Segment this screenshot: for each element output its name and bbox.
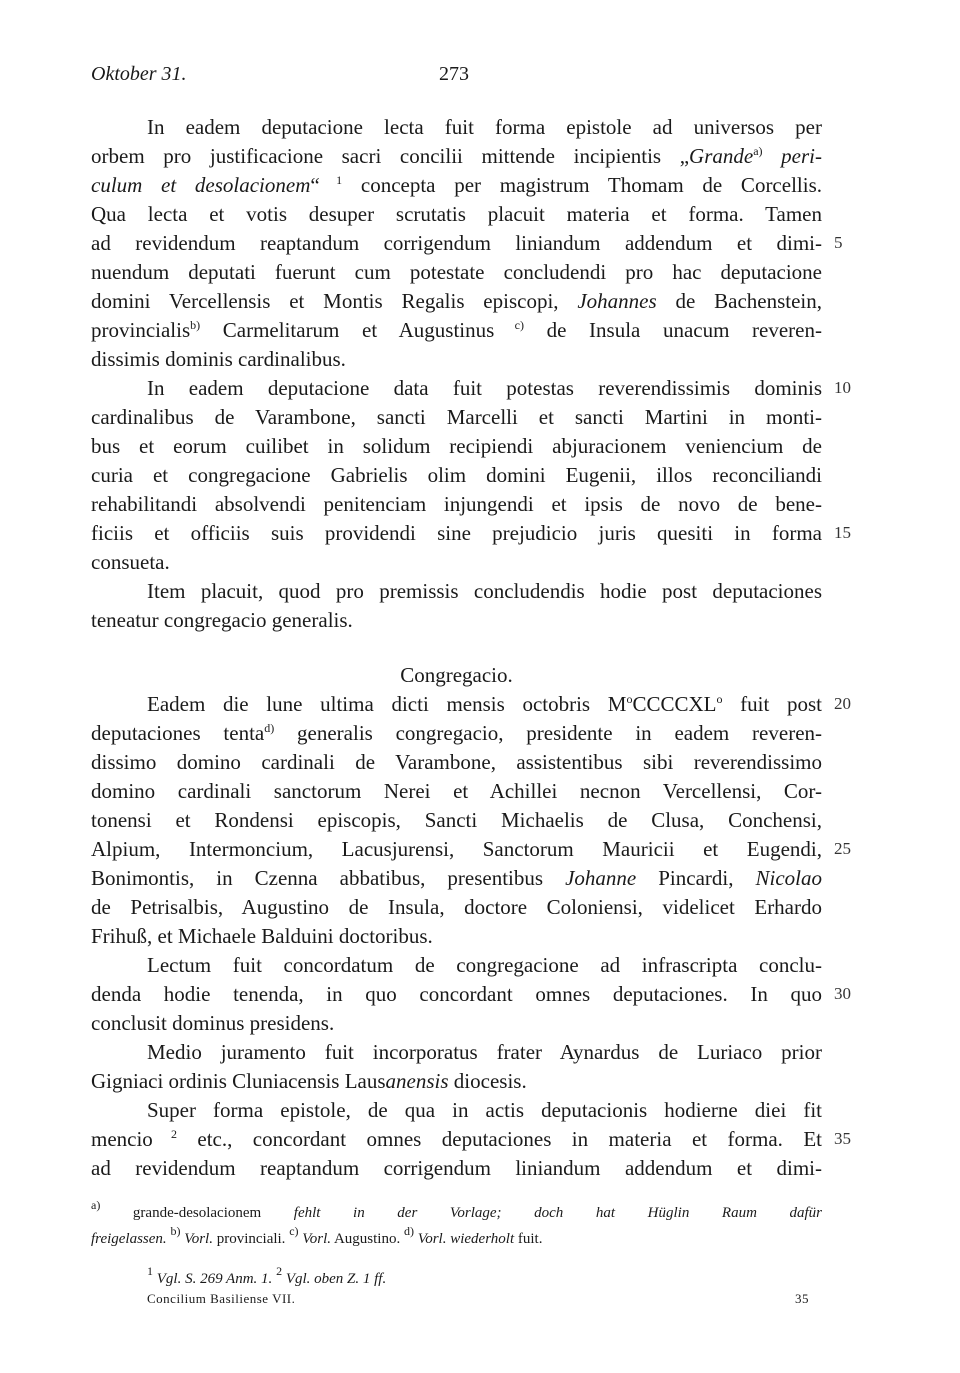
line-number: 5 <box>834 233 843 252</box>
text-run: “ <box>310 173 320 197</box>
note-marker: c) <box>289 1224 299 1238</box>
text-run: fehlt in der Vorlage; doch hat Hüglin Raum dafür <box>293 1205 822 1221</box>
text-line <box>91 347 822 371</box>
text-line <box>91 231 822 255</box>
note-marker: a) <box>753 144 763 158</box>
text-run: etc., concordant omnes deputaciones in materia et forma. Et <box>176 1127 822 1151</box>
text-run: domini Vercellensis et Montis Regalis episcopi, <box>91 289 578 313</box>
text-run: anensis <box>385 1069 449 1093</box>
note-marker: o <box>626 692 633 706</box>
text-run: Lectum fuit concordatum de congregacione ad infrascripta conclu- <box>147 953 822 977</box>
text-line <box>91 1069 822 1093</box>
text-run: curia et congregacione Gabrielis olim domini Eugenii, illos reconciliandi <box>91 463 822 487</box>
text-run: Gigniaci ordinis Cluniacensis Laus <box>91 1069 386 1093</box>
text-line <box>91 1011 822 1035</box>
text-run: Augustino. <box>331 1231 404 1247</box>
text-line <box>91 318 822 342</box>
text-run: Congregacio. <box>400 663 513 687</box>
text-run: Bonimontis, in Czenna abbatibus, presentibus <box>91 866 566 890</box>
text-line <box>91 1127 822 1151</box>
line-number: 35 <box>834 1129 851 1148</box>
footer-volume: Concilium Basiliense VII. <box>147 1291 296 1306</box>
note-marker: 1 <box>319 173 343 187</box>
text-run: nuendum deputati fuerunt cum potestate concludendi pro hac deputacione <box>91 260 822 284</box>
note-marker: b) <box>170 1224 181 1238</box>
text-run: Vorl. <box>302 1231 332 1247</box>
text-line <box>147 953 822 977</box>
text-run: Frihuß, et Michaele Balduini doctoribus. <box>91 924 433 948</box>
text-run: deputaciones tenta <box>91 721 265 745</box>
text-line <box>91 202 822 226</box>
text-run: dissimo domino cardinali de Varambone, assistentibus sibi reverendissimo <box>91 750 822 774</box>
text-line <box>91 750 822 774</box>
text-run: In eadem deputacione lecta fuit forma epistole ad universos per <box>147 115 822 139</box>
text-run: ad revidendum reaptandum corrigendum liniandum addendum et dimi- <box>91 1156 822 1180</box>
footnote-line <box>91 1198 822 1224</box>
footnote-line <box>91 1224 822 1250</box>
text-run: grande-desolacionem <box>100 1205 294 1221</box>
text-run: Johanne <box>565 866 637 890</box>
text-line <box>91 779 822 803</box>
note-marker: 1 <box>147 1264 153 1278</box>
text-run: consueta. <box>91 550 170 574</box>
text-line <box>91 260 822 284</box>
note-marker: a) <box>91 1198 101 1212</box>
text-line <box>91 837 822 861</box>
text-run: conclusit dominus presidens. <box>91 1011 335 1035</box>
text-run: ad revidendum reaptandum corrigendum liniandum addendum et dimi- <box>91 231 822 255</box>
text-line <box>147 579 822 603</box>
text-line <box>91 289 822 313</box>
text-line <box>147 692 822 716</box>
text-line <box>91 405 822 429</box>
text-line <box>91 924 822 948</box>
text-run: cardinalibus de Varambone, sancti Marcelli et sancti Martini in monti- <box>91 405 822 429</box>
text-run: teneatur congregacio generalis. <box>91 608 353 632</box>
text-run: tonensi et Rondensi episcopis, Sancti Michaelis de Clusa, Conchensi, <box>91 808 822 832</box>
text-line <box>91 608 822 632</box>
text-line <box>91 521 822 545</box>
text-run: Carmelitarum et Augustinus <box>200 318 495 342</box>
text-line <box>91 982 822 1006</box>
text-line <box>147 1098 822 1122</box>
note-marker: d) <box>403 1224 414 1238</box>
line-number: 20 <box>834 694 851 713</box>
text-run: mencio <box>91 1127 153 1151</box>
text-run: concepta per magistrum Thomam de Corcellis. <box>342 173 823 197</box>
footer-signature: 35 <box>795 1291 809 1306</box>
note-marker: o <box>716 692 723 706</box>
text-line <box>147 115 822 139</box>
text-line <box>91 721 822 745</box>
text-run: orbem pro justificacione sacri concilii mittende incipientis „ <box>91 144 690 168</box>
text-run: Johannes <box>577 289 657 313</box>
text-run: peri- <box>762 144 822 168</box>
text-run: Vgl. oben Z. 1 ff. <box>285 1271 387 1287</box>
line-number: 10 <box>834 378 851 397</box>
text-run: Vorl. wiederholt <box>417 1231 515 1247</box>
text-run: provinciali. <box>212 1231 290 1247</box>
text-line <box>91 895 822 919</box>
text-run: diocesis. <box>448 1069 527 1093</box>
text-run: rehabilitandi absolvendi penitenciam injungendi et ipsis de novo de bene- <box>91 492 822 516</box>
text-line <box>147 376 822 400</box>
text-line <box>91 173 822 197</box>
text-run: Medio juramento fuit incorporatus frater Aynardus de Luriaco prior <box>147 1040 822 1064</box>
footnote-line <box>147 1264 822 1290</box>
note-marker: b) <box>190 318 201 332</box>
text-run: domino cardinali sanctorum Nerei et Achillei necnon Vercellensi, Cor- <box>91 779 822 803</box>
line-number: 25 <box>834 839 851 858</box>
note-marker: c) <box>494 318 524 332</box>
text-run: fuit post <box>722 692 822 716</box>
note-marker: d) <box>264 721 275 735</box>
text-line <box>91 463 822 487</box>
text-line <box>91 663 822 687</box>
text-run: de Bachenstein, <box>656 289 822 313</box>
text-line <box>91 866 822 890</box>
text-run: Pincardi, <box>636 866 756 890</box>
text-run: CCCCXL <box>632 692 717 716</box>
text-run: Item placuit, quod pro premissis concludendis hodie post deputaciones <box>147 579 822 603</box>
text-run: denda hodie tenenda, in quo concordant omnes deputaciones. In quo <box>91 982 822 1006</box>
text-line <box>147 1040 822 1064</box>
text-line <box>91 144 822 168</box>
text-run: generalis congregacio, presidente in eadem reveren- <box>274 721 823 745</box>
text-run: Qua lecta et votis desuper scrutatis placuit materia et forma. Tamen <box>91 202 822 226</box>
text-run: Vorl. <box>184 1231 213 1247</box>
text-run: In eadem deputacione data fuit potestas reverendissimis dominis <box>147 376 822 400</box>
line-number: 30 <box>834 984 851 1003</box>
text-line <box>91 434 822 458</box>
text-line <box>91 808 822 832</box>
text-run: Nicolao <box>755 866 823 890</box>
page-number: 273 <box>439 63 469 85</box>
text-run: de Petrisalbis, Augustino de Insula, doctore Coloniensi, videlicet Erhardo <box>91 895 822 919</box>
text-run: fuit. <box>514 1231 543 1247</box>
text-run: Grande <box>689 144 754 168</box>
text-run: Eadem die lune ultima dicti mensis octobris M <box>147 692 627 716</box>
text-run: dissimis dominis cardinalibus. <box>91 347 346 371</box>
note-marker: 2 <box>276 1264 283 1278</box>
text-run: Super forma epistole, de qua in actis deputacionis hodierne diei fit <box>147 1098 822 1122</box>
note-marker: 2 <box>152 1127 177 1141</box>
text-run: bus et eorum cuilibet in solidum recipiendi abjuracionem veniencium de <box>91 434 822 458</box>
text-line <box>91 550 822 574</box>
text-line <box>91 492 822 516</box>
text-run: Alpium, Intermoncium, Lacusjurensi, Sanctorum Mauricii et Eugendi, <box>91 837 822 861</box>
text-run: freigelassen. <box>91 1231 167 1247</box>
running-header: Oktober 31. <box>91 63 187 85</box>
text-run: ficiis et officiis suis providendi sine prejudicio juris quesiti in forma <box>91 521 822 545</box>
text-run: culum et desolacionem <box>91 173 311 197</box>
text-line <box>91 1156 822 1180</box>
line-number: 15 <box>834 523 851 542</box>
text-run: Vgl. S. 269 Anm. 1. <box>156 1271 273 1287</box>
text-run: provincialis <box>91 318 191 342</box>
text-run: de Insula unacum reveren- <box>523 318 822 342</box>
